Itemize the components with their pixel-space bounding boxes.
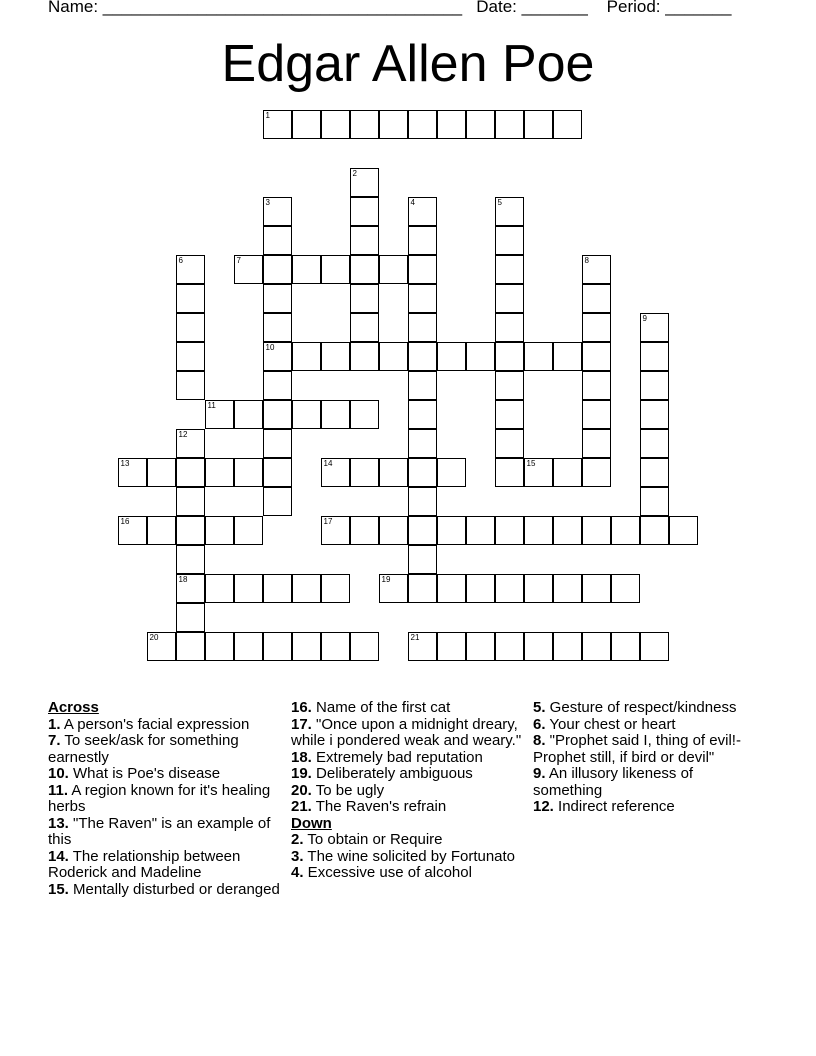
- grid-cell[interactable]: [321, 458, 350, 487]
- clue-item-number: 5.: [533, 699, 546, 716]
- grid-cell[interactable]: [176, 313, 205, 342]
- grid-cell[interactable]: [176, 284, 205, 313]
- clue-item-number: 6.: [533, 715, 546, 733]
- clue-item-number: 13.: [48, 814, 69, 832]
- grid-cell[interactable]: [147, 632, 176, 661]
- grid-cell[interactable]: [640, 371, 669, 400]
- clue-item: [291, 783, 523, 800]
- grid-cell[interactable]: [582, 632, 611, 661]
- grid-cell[interactable]: [292, 110, 321, 139]
- clue-number: 8: [584, 255, 589, 265]
- grid-cell[interactable]: [350, 110, 379, 139]
- grid-cell[interactable]: [408, 110, 437, 139]
- grid-cell[interactable]: [524, 632, 553, 661]
- grid-cell[interactable]: [495, 313, 524, 342]
- clue-item-number: 2.: [291, 831, 304, 848]
- clue-item-number: 3.: [291, 847, 304, 865]
- grid-cell[interactable]: [553, 458, 582, 487]
- grid-cell[interactable]: [321, 400, 350, 429]
- grid-cell[interactable]: [466, 342, 495, 371]
- clue-number: 9: [642, 313, 647, 323]
- grid-cell[interactable]: [234, 255, 263, 284]
- grid-cell[interactable]: [640, 487, 669, 516]
- grid-cell[interactable]: [408, 197, 437, 226]
- grid-cell[interactable]: [321, 632, 350, 661]
- clue-item-number: 20.: [291, 781, 312, 799]
- grid-cell[interactable]: [379, 110, 408, 139]
- grid-cell[interactable]: [582, 429, 611, 458]
- grid-cell[interactable]: [263, 574, 292, 603]
- grid-cell[interactable]: [582, 458, 611, 487]
- grid-cell[interactable]: [263, 197, 292, 226]
- clue-number: 17: [323, 516, 333, 526]
- grid-cell[interactable]: [408, 400, 437, 429]
- grid-cell[interactable]: [408, 342, 437, 371]
- grid-cell[interactable]: [350, 342, 379, 371]
- grid-cell[interactable]: [408, 371, 437, 400]
- clue-item-text: Deliberately ambiguous: [311, 765, 473, 782]
- clue-item-text: A region known for it's healing herbs: [48, 781, 271, 815]
- grid-cell[interactable]: [263, 284, 292, 313]
- grid-cell[interactable]: [582, 342, 611, 371]
- clue-item-number: 17.: [291, 715, 312, 733]
- grid-cell[interactable]: [176, 574, 205, 603]
- grid-cell[interactable]: [176, 487, 205, 516]
- grid-cell[interactable]: [379, 458, 408, 487]
- grid-cell[interactable]: [640, 458, 669, 487]
- grid-cell[interactable]: [205, 632, 234, 661]
- grid-cell[interactable]: [234, 400, 263, 429]
- grid-cell[interactable]: [205, 574, 234, 603]
- grid-cell[interactable]: [176, 632, 205, 661]
- grid-cell[interactable]: [640, 632, 669, 661]
- grid-cell[interactable]: [350, 284, 379, 313]
- grid-cell[interactable]: [640, 313, 669, 342]
- grid-cell[interactable]: [321, 255, 350, 284]
- grid-cell[interactable]: [350, 226, 379, 255]
- clue-item-number: 15.: [48, 880, 69, 898]
- grid-cell[interactable]: [495, 197, 524, 226]
- clue-item: [533, 766, 765, 799]
- grid-cell[interactable]: [408, 313, 437, 342]
- clue-item: [533, 733, 765, 766]
- grid-cell[interactable]: [495, 371, 524, 400]
- grid-cell[interactable]: [640, 400, 669, 429]
- clue-item-number: 10.: [48, 765, 69, 782]
- grid-cell[interactable]: [292, 400, 321, 429]
- grid-cell[interactable]: [495, 458, 524, 487]
- grid-cell[interactable]: [437, 458, 466, 487]
- clue-number: 5: [497, 197, 502, 207]
- grid-cell[interactable]: [611, 574, 640, 603]
- grid-cell[interactable]: [582, 574, 611, 603]
- grid-cell[interactable]: [553, 632, 582, 661]
- grid-cell[interactable]: [495, 284, 524, 313]
- grid-cell[interactable]: [263, 342, 292, 371]
- grid-cell[interactable]: [437, 516, 466, 545]
- clue-item: [48, 766, 280, 783]
- grid-cell[interactable]: [350, 400, 379, 429]
- clue-number: 6: [178, 255, 183, 265]
- grid-cell[interactable]: [321, 574, 350, 603]
- grid-cell[interactable]: [263, 110, 292, 139]
- clue-item: [48, 882, 280, 899]
- clue-item-text: A person's facial expression: [60, 715, 250, 733]
- clue-number: 2: [352, 168, 357, 178]
- grid-cell[interactable]: [640, 516, 669, 545]
- grid-cell[interactable]: [379, 255, 408, 284]
- student-info-line[interactable]: Name: ______________________________________ Date: _______ Period: _______: [48, 0, 732, 16]
- clue-number: 4: [410, 197, 415, 207]
- clue-item: [291, 799, 523, 816]
- grid-cell[interactable]: [524, 110, 553, 139]
- grid-cell[interactable]: [495, 110, 524, 139]
- clue-item-text: An illusory likeness of something: [533, 765, 694, 799]
- grid-cell[interactable]: [321, 342, 350, 371]
- grid-cell[interactable]: [408, 429, 437, 458]
- clue-item-text: Excessive use of alcohol: [303, 864, 472, 881]
- grid-cell[interactable]: [611, 632, 640, 661]
- clue-item-text: What is Poe's disease: [68, 765, 221, 782]
- grid-cell[interactable]: [321, 516, 350, 545]
- grid-cell[interactable]: [408, 226, 437, 255]
- clue-item: [291, 832, 523, 849]
- grid-cell[interactable]: [350, 313, 379, 342]
- down-heading: Down: [291, 814, 332, 832]
- grid-cell[interactable]: [408, 255, 437, 284]
- grid-cell[interactable]: [234, 574, 263, 603]
- grid-cell[interactable]: [263, 400, 292, 429]
- clue-item-text: Gesture of respect/kindness: [545, 699, 737, 716]
- grid-cell[interactable]: [640, 429, 669, 458]
- clue-number: 10: [265, 342, 275, 352]
- grid-cell[interactable]: [408, 284, 437, 313]
- grid-cell[interactable]: [350, 168, 379, 197]
- clue-item-text: "The Raven" is an example of this: [48, 814, 271, 848]
- grid-cell[interactable]: [495, 429, 524, 458]
- clue-item: [291, 750, 523, 767]
- clue-item-text: To obtain or Require: [303, 831, 443, 848]
- clue-item: [533, 799, 765, 816]
- clue-item: [291, 700, 523, 717]
- clue-number: 1: [265, 110, 270, 120]
- clue-item: [48, 733, 280, 766]
- grid-cell[interactable]: [582, 255, 611, 284]
- clue-number: 12: [178, 429, 188, 439]
- grid-cell[interactable]: [234, 516, 263, 545]
- clue-item-text: The Raven's refrain: [311, 798, 447, 815]
- clue-item-number: 11.: [48, 781, 69, 799]
- grid-cell[interactable]: [524, 342, 553, 371]
- grid-cell[interactable]: [437, 632, 466, 661]
- grid-cell[interactable]: [466, 574, 495, 603]
- clue-item-text: "Prophet said I, thing of evil!-Prophet still, if bird or devil": [533, 732, 741, 766]
- clue-column-3: [533, 700, 765, 816]
- grid-cell[interactable]: [176, 458, 205, 487]
- grid-cell[interactable]: [582, 313, 611, 342]
- grid-cell[interactable]: [495, 400, 524, 429]
- grid-cell[interactable]: [263, 371, 292, 400]
- clue-item-number: 4.: [291, 864, 304, 881]
- grid-cell[interactable]: [263, 487, 292, 516]
- grid-cell[interactable]: [495, 255, 524, 284]
- clue-item: [291, 865, 523, 882]
- grid-cell[interactable]: [205, 400, 234, 429]
- grid-cell[interactable]: [437, 342, 466, 371]
- grid-cell[interactable]: [205, 516, 234, 545]
- grid-cell[interactable]: [495, 226, 524, 255]
- grid-cell[interactable]: [640, 342, 669, 371]
- grid-cell[interactable]: [495, 516, 524, 545]
- grid-cell[interactable]: [524, 574, 553, 603]
- grid-cell[interactable]: [350, 255, 379, 284]
- grid-cell[interactable]: [553, 342, 582, 371]
- grid-cell[interactable]: [176, 603, 205, 632]
- grid-cell[interactable]: [408, 632, 437, 661]
- clue-number: 15: [526, 458, 536, 468]
- grid-cell[interactable]: [524, 516, 553, 545]
- grid-cell[interactable]: [263, 458, 292, 487]
- grid-cell[interactable]: [350, 458, 379, 487]
- clue-item-text: To be ugly: [311, 781, 385, 799]
- clue-number: 20: [149, 632, 159, 642]
- grid-cell[interactable]: [263, 632, 292, 661]
- grid-cell[interactable]: [176, 516, 205, 545]
- grid-cell[interactable]: [553, 516, 582, 545]
- clue-item-number: 14.: [48, 847, 69, 865]
- grid-cell[interactable]: [176, 342, 205, 371]
- clue-item: [291, 717, 523, 750]
- clue-item-number: 8.: [533, 732, 546, 749]
- grid-cell[interactable]: [292, 255, 321, 284]
- grid-cell[interactable]: [582, 371, 611, 400]
- clue-item-text: The relationship between Roderick and Madeline: [48, 847, 241, 881]
- grid-cell[interactable]: [350, 632, 379, 661]
- grid-cell[interactable]: [553, 110, 582, 139]
- grid-cell[interactable]: [408, 458, 437, 487]
- clue-item-text: Mentally disturbed or deranged: [68, 880, 280, 898]
- clue-column-1: [48, 700, 280, 898]
- clue-item-number: 1.: [48, 715, 61, 733]
- grid-cell[interactable]: [524, 458, 553, 487]
- clue-item-text: Extremely bad reputation: [311, 748, 483, 766]
- clue-number: 16: [120, 516, 130, 526]
- clue-number: 3: [265, 197, 270, 207]
- clue-item-text: "Once upon a midnight dreary, while i pondered weak and weary.": [291, 715, 522, 749]
- grid-cell[interactable]: [176, 255, 205, 284]
- grid-cell[interactable]: [234, 458, 263, 487]
- grid-cell[interactable]: [118, 458, 147, 487]
- grid-cell[interactable]: [437, 110, 466, 139]
- grid-cell[interactable]: [292, 342, 321, 371]
- grid-cell[interactable]: [234, 632, 263, 661]
- grid-cell[interactable]: [582, 400, 611, 429]
- clue-item: [533, 717, 765, 734]
- grid-cell[interactable]: [553, 574, 582, 603]
- clue-number: 7: [236, 255, 241, 265]
- clue-item: [291, 849, 523, 866]
- grid-cell[interactable]: [263, 313, 292, 342]
- grid-cell[interactable]: [176, 429, 205, 458]
- clue-item-number: 16.: [291, 699, 312, 716]
- clue-item-number: 7.: [48, 732, 61, 749]
- grid-cell[interactable]: [263, 226, 292, 255]
- clue-item-number: 19.: [291, 765, 312, 782]
- grid-cell[interactable]: [263, 255, 292, 284]
- grid-cell[interactable]: [582, 284, 611, 313]
- grid-cell[interactable]: [350, 197, 379, 226]
- grid-cell[interactable]: [466, 632, 495, 661]
- grid-cell[interactable]: [205, 458, 234, 487]
- grid-cell[interactable]: [408, 516, 437, 545]
- grid-cell[interactable]: [495, 342, 524, 371]
- grid-cell[interactable]: [582, 516, 611, 545]
- clue-item-text: The wine solicited by Fortunato: [303, 847, 516, 865]
- grid-cell[interactable]: [176, 371, 205, 400]
- clue-item-text: Name of the first cat: [311, 699, 451, 716]
- page-title: Edgar Allen Poe: [221, 35, 595, 93]
- grid-cell[interactable]: [321, 110, 350, 139]
- clue-item: [48, 717, 280, 734]
- clue-number: 11: [207, 400, 216, 410]
- clue-number: 13: [120, 458, 130, 468]
- grid-cell[interactable]: [408, 545, 437, 574]
- clue-item-number: 18.: [291, 748, 312, 766]
- grid-cell[interactable]: [495, 632, 524, 661]
- clue-item: [533, 700, 765, 717]
- clue-number: 14: [323, 458, 333, 468]
- grid-cell[interactable]: [611, 516, 640, 545]
- grid-cell[interactable]: [263, 429, 292, 458]
- grid-cell[interactable]: [118, 516, 147, 545]
- grid-cell[interactable]: [379, 342, 408, 371]
- grid-cell[interactable]: [408, 574, 437, 603]
- grid-cell[interactable]: [495, 574, 524, 603]
- clue-item-number: 12.: [533, 798, 554, 815]
- grid-cell[interactable]: [466, 110, 495, 139]
- clue-item-text: To seek/ask for something earnestly: [48, 732, 239, 766]
- clue-item: [48, 849, 280, 882]
- grid-cell[interactable]: [292, 574, 321, 603]
- clue-column-2: [291, 700, 523, 882]
- grid-cell[interactable]: [292, 632, 321, 661]
- clue-number: 21: [410, 632, 420, 642]
- clue-item-text: Your chest or heart: [545, 715, 676, 733]
- grid-cell[interactable]: [466, 516, 495, 545]
- clue-item-number: 21.: [291, 798, 312, 815]
- grid-cell[interactable]: [379, 516, 408, 545]
- clue-item: [48, 783, 280, 816]
- grid-cell[interactable]: [408, 487, 437, 516]
- grid-cell[interactable]: [669, 516, 698, 545]
- clue-number: 19: [381, 574, 391, 584]
- across-heading: Across: [48, 699, 99, 716]
- grid-cell[interactable]: [176, 545, 205, 574]
- grid-cell[interactable]: [437, 574, 466, 603]
- clue-item: [48, 816, 280, 849]
- clue-item-text: Indirect reference: [553, 798, 675, 815]
- grid-cell[interactable]: [147, 516, 176, 545]
- clue-item-number: 9.: [533, 765, 546, 782]
- grid-cell[interactable]: [350, 516, 379, 545]
- clue-item: [291, 766, 523, 783]
- grid-cell[interactable]: [147, 458, 176, 487]
- grid-cell[interactable]: [379, 574, 408, 603]
- clue-number: 18: [178, 574, 188, 584]
